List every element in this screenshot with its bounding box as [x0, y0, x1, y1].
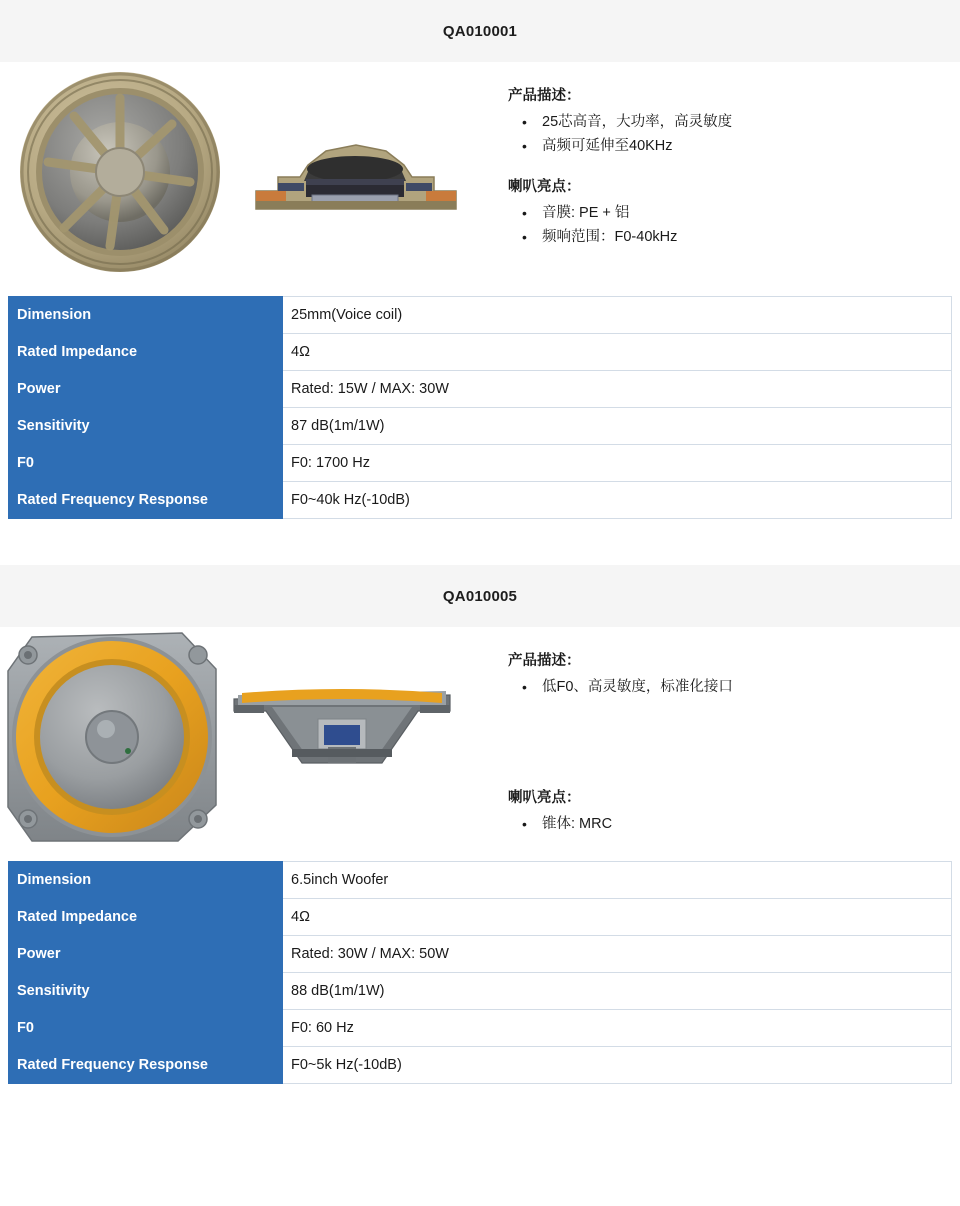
tweeter-front-view-image [18, 70, 223, 275]
list-item: • 频响范围：F0-40kHz [508, 226, 948, 248]
highlights-bullet-list [508, 202, 948, 248]
product-content-row [0, 62, 960, 282]
spec-table [8, 861, 952, 1084]
spec-key: Dimension [9, 297, 283, 334]
spec-value: 87 dB(1m/1W) [283, 408, 952, 445]
description-heading: 产品描述： [508, 653, 581, 669]
spec-key: Sensitivity [9, 973, 283, 1010]
spec-value: F0~40k Hz(-10dB) [283, 482, 952, 519]
spec-key: Dimension [9, 862, 283, 899]
product-title-bar [0, 565, 960, 627]
table-row [9, 1010, 952, 1047]
page-title: QA010005 [442, 587, 518, 605]
description-heading: 产品描述： [508, 88, 581, 104]
list-item: • 音膜: PE + 铝 [508, 202, 948, 224]
spec-value: F0~5k Hz(-10dB) [283, 1047, 952, 1084]
product-images [0, 62, 500, 282]
table-row [9, 936, 952, 973]
table-row [9, 1047, 952, 1084]
highlights-heading: 喇叭亮点： [508, 790, 581, 806]
table-row [9, 862, 952, 899]
woofer-cross-section-image [232, 689, 452, 781]
spec-value: 4Ω [283, 899, 952, 936]
spec-value: Rated: 30W / MAX: 50W [283, 936, 952, 973]
highlights-heading: 喇叭亮点： [508, 179, 581, 195]
product-description [500, 62, 948, 250]
spec-value: 88 dB(1m/1W) [283, 973, 952, 1010]
spec-value: 6.5inch Woofer [283, 862, 952, 899]
spec-value: Rated: 15W / MAX: 30W [283, 371, 952, 408]
product-section-qa010001 [0, 0, 960, 519]
highlights-bullet-list [508, 813, 948, 835]
table-row [9, 371, 952, 408]
list-item: • 低F0、高灵敏度，标准化接口 [508, 676, 948, 698]
product-title-bar [0, 0, 960, 62]
tweeter-cross-section-image [248, 117, 463, 232]
list-item: • 高频可延伸至40KHz [508, 135, 948, 157]
table-row [9, 334, 952, 371]
spec-value: 25mm(Voice coil) [283, 297, 952, 334]
product-images [0, 627, 500, 847]
table-row [9, 297, 952, 334]
spec-key: Sensitivity [9, 408, 283, 445]
spec-key: Power [9, 371, 283, 408]
table-row [9, 973, 952, 1010]
list-item: • 25芯高音，大功率，高灵敏度 [508, 111, 948, 133]
spec-value: 4Ω [283, 334, 952, 371]
spec-key: Rated Frequency Response [9, 482, 283, 519]
spec-key: Power [9, 936, 283, 973]
table-row [9, 445, 952, 482]
page-title: QA010001 [442, 22, 518, 40]
spec-key: Rated Impedance [9, 334, 283, 371]
spec-value: F0: 60 Hz [283, 1010, 952, 1047]
spec-table [8, 296, 952, 519]
spec-key: F0 [9, 1010, 283, 1047]
product-content-row [0, 627, 960, 847]
spec-key: Rated Impedance [9, 899, 283, 936]
spec-key: F0 [9, 445, 283, 482]
section-divider [0, 519, 960, 565]
woofer-front-view-image [2, 629, 227, 847]
spec-value: F0: 1700 Hz [283, 445, 952, 482]
product-section-qa010005 [0, 565, 960, 1084]
product-description [500, 627, 948, 837]
spec-key: Rated Frequency Response [9, 1047, 283, 1084]
table-row [9, 482, 952, 519]
table-row [9, 408, 952, 445]
description-bullet-list [508, 111, 948, 157]
description-bullet-list [508, 676, 948, 698]
table-row [9, 899, 952, 936]
list-item: • 锥体: MRC [508, 813, 948, 835]
